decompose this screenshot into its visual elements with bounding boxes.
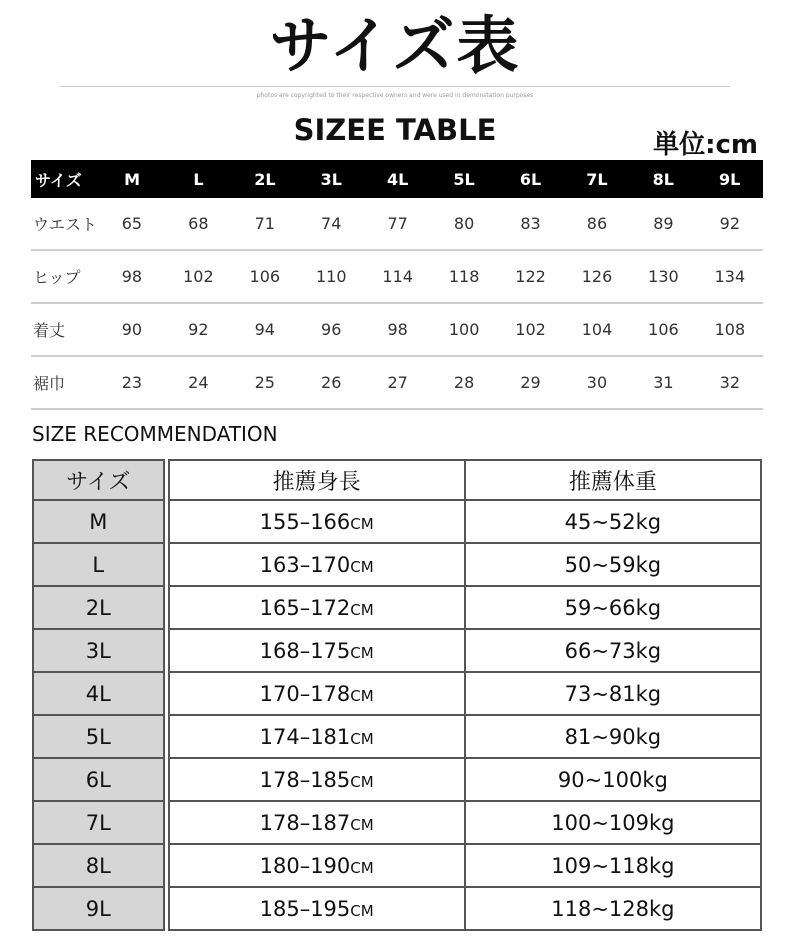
table-cell: 24 (188, 373, 209, 392)
height-value: 163–170 (259, 552, 351, 577)
table-row-hem-width (31, 357, 763, 410)
weight-cell: 45~52kg (465, 500, 761, 543)
table-cell: 108 (714, 320, 746, 339)
table-cell: 96 (321, 320, 342, 339)
table-row-waist (31, 198, 763, 251)
height-cell (169, 887, 465, 930)
weight-cell: 50~59kg (465, 543, 761, 586)
table-cell: 114 (382, 267, 413, 286)
table-cell: 106 (648, 320, 679, 339)
table-row (33, 672, 761, 715)
height-cell (169, 801, 465, 844)
table-cell: 126 (581, 267, 613, 286)
height-unit: CM (350, 858, 374, 877)
size-cell: 7L (33, 801, 164, 844)
table-row (33, 543, 761, 586)
page-title: サイズ表 (269, 9, 521, 82)
row-label: ヒップ (33, 268, 81, 287)
weight-cell: 66~73kg (465, 629, 761, 672)
height-cell (169, 586, 465, 629)
table-row-hip (31, 251, 763, 304)
table-cell: 31 (653, 373, 674, 392)
table-row (33, 715, 761, 758)
table-cell: 94 (254, 320, 275, 339)
recommendation-table (32, 459, 762, 931)
row-label: 裾巾 (33, 374, 66, 393)
height-value: 165–172 (259, 595, 351, 620)
height-cell (169, 672, 465, 715)
size-cell: L (33, 543, 164, 586)
recommendation-title: SIZE RECOMMENDATION (32, 422, 278, 446)
row-label: ウエスト (33, 215, 98, 234)
weight-cell: 100~109kg (465, 801, 761, 844)
height-unit: CM (350, 686, 374, 705)
table-cell: 89 (653, 214, 674, 233)
table-cell: 118 (448, 267, 480, 286)
height-value: 174–181 (259, 724, 351, 749)
col-header-weight: 推薦体重 (465, 460, 761, 500)
table-cell: 65 (121, 214, 143, 233)
size-cell: 2L (33, 586, 164, 629)
title-divider (60, 86, 730, 87)
table-row (33, 758, 761, 801)
table-cell: 102 (515, 320, 546, 339)
height-cell (169, 844, 465, 887)
size-table-subtitle: SIZEE TABLE (293, 113, 497, 147)
table-cell: 102 (183, 267, 214, 286)
table-cell: 26 (321, 373, 342, 392)
size-cell: 8L (33, 844, 164, 887)
size-header-cell: 2L (254, 169, 276, 189)
table-row (33, 586, 761, 629)
size-header-cell: L (193, 169, 204, 189)
height-cell (169, 758, 465, 801)
height-cell (169, 629, 465, 672)
unit-label: 単位:cm (653, 130, 758, 160)
size-table (31, 160, 763, 410)
height-value: 178–187 (259, 810, 351, 835)
table-cell: 80 (453, 214, 475, 233)
size-header-cell: 3L (320, 169, 342, 189)
table-cell: 106 (249, 267, 281, 286)
table-cell: 130 (648, 267, 679, 286)
table-row-length (31, 304, 763, 357)
table-cell: 23 (121, 373, 143, 392)
height-unit: CM (350, 514, 374, 533)
height-value: 168–175 (259, 638, 351, 663)
copyright-notice: photos are copyrighted to their respective owners and were used in demonstation purposes (256, 92, 534, 99)
col-header-size: サイズ (33, 460, 164, 500)
table-row (33, 887, 761, 930)
table-cell: 98 (387, 320, 408, 339)
table-row (33, 844, 761, 887)
size-cell: M (33, 500, 164, 543)
height-cell (169, 543, 465, 586)
table-cell: 32 (719, 373, 741, 392)
table-cell: 134 (714, 267, 746, 286)
table-cell: 110 (315, 267, 347, 286)
weight-cell: 109~118kg (465, 844, 761, 887)
table-cell: 100 (448, 320, 480, 339)
table-cell: 86 (586, 214, 608, 233)
table-row (33, 801, 761, 844)
height-value: 185–195 (259, 896, 351, 921)
size-table-header (31, 160, 763, 198)
weight-cell: 73~81kg (465, 672, 761, 715)
row-label: 着丈 (33, 321, 66, 340)
height-unit: CM (350, 557, 374, 576)
table-cell: 83 (520, 214, 541, 233)
size-cell: 9L (33, 887, 164, 930)
height-unit: CM (350, 643, 374, 662)
size-cell: 3L (33, 629, 164, 672)
table-cell: 90 (121, 320, 143, 339)
recommendation-header-row (33, 460, 761, 500)
size-header-cell: 9L (719, 169, 741, 189)
weight-cell: 118~128kg (465, 887, 761, 930)
height-value: 178–185 (259, 767, 351, 792)
height-value: 180–190 (259, 853, 351, 878)
height-unit: CM (350, 600, 374, 619)
height-unit: CM (350, 772, 374, 791)
table-row (33, 500, 761, 543)
col-header-height: 推薦身長 (169, 460, 465, 500)
table-cell: 122 (515, 267, 546, 286)
table-cell: 27 (387, 373, 408, 392)
size-header-cell: 6L (519, 169, 542, 189)
size-header-cell: 5L (453, 169, 475, 189)
size-header-cell: 4L (387, 169, 409, 189)
table-cell: 98 (121, 267, 143, 286)
weight-cell: 81~90kg (465, 715, 761, 758)
size-header-cell: 8L (652, 169, 674, 189)
height-unit: CM (350, 815, 374, 834)
weight-cell: 59~66kg (465, 586, 761, 629)
table-cell: 28 (453, 373, 475, 392)
table-cell: 74 (321, 214, 342, 233)
height-value: 155–166 (259, 509, 351, 534)
table-cell: 77 (387, 214, 408, 233)
table-cell: 92 (719, 214, 741, 233)
size-header-cell: M (124, 169, 141, 189)
size-cell: 5L (33, 715, 164, 758)
table-cell: 68 (188, 214, 209, 233)
size-cell: 6L (33, 758, 164, 801)
height-value: 170–178 (259, 681, 351, 706)
size-header-label: サイズ (35, 170, 82, 190)
height-cell (169, 500, 465, 543)
table-cell: 25 (254, 373, 275, 392)
size-header-cell: 7L (586, 169, 608, 189)
table-cell: 30 (586, 373, 608, 392)
height-unit: CM (350, 901, 374, 920)
table-cell: 104 (581, 320, 613, 339)
table-cell: 92 (188, 320, 209, 339)
size-cell: 4L (33, 672, 164, 715)
height-unit: CM (350, 729, 374, 748)
weight-cell: 90~100kg (465, 758, 761, 801)
height-cell (169, 715, 465, 758)
table-cell: 71 (254, 214, 275, 233)
table-row (33, 629, 761, 672)
table-cell: 29 (520, 373, 541, 392)
